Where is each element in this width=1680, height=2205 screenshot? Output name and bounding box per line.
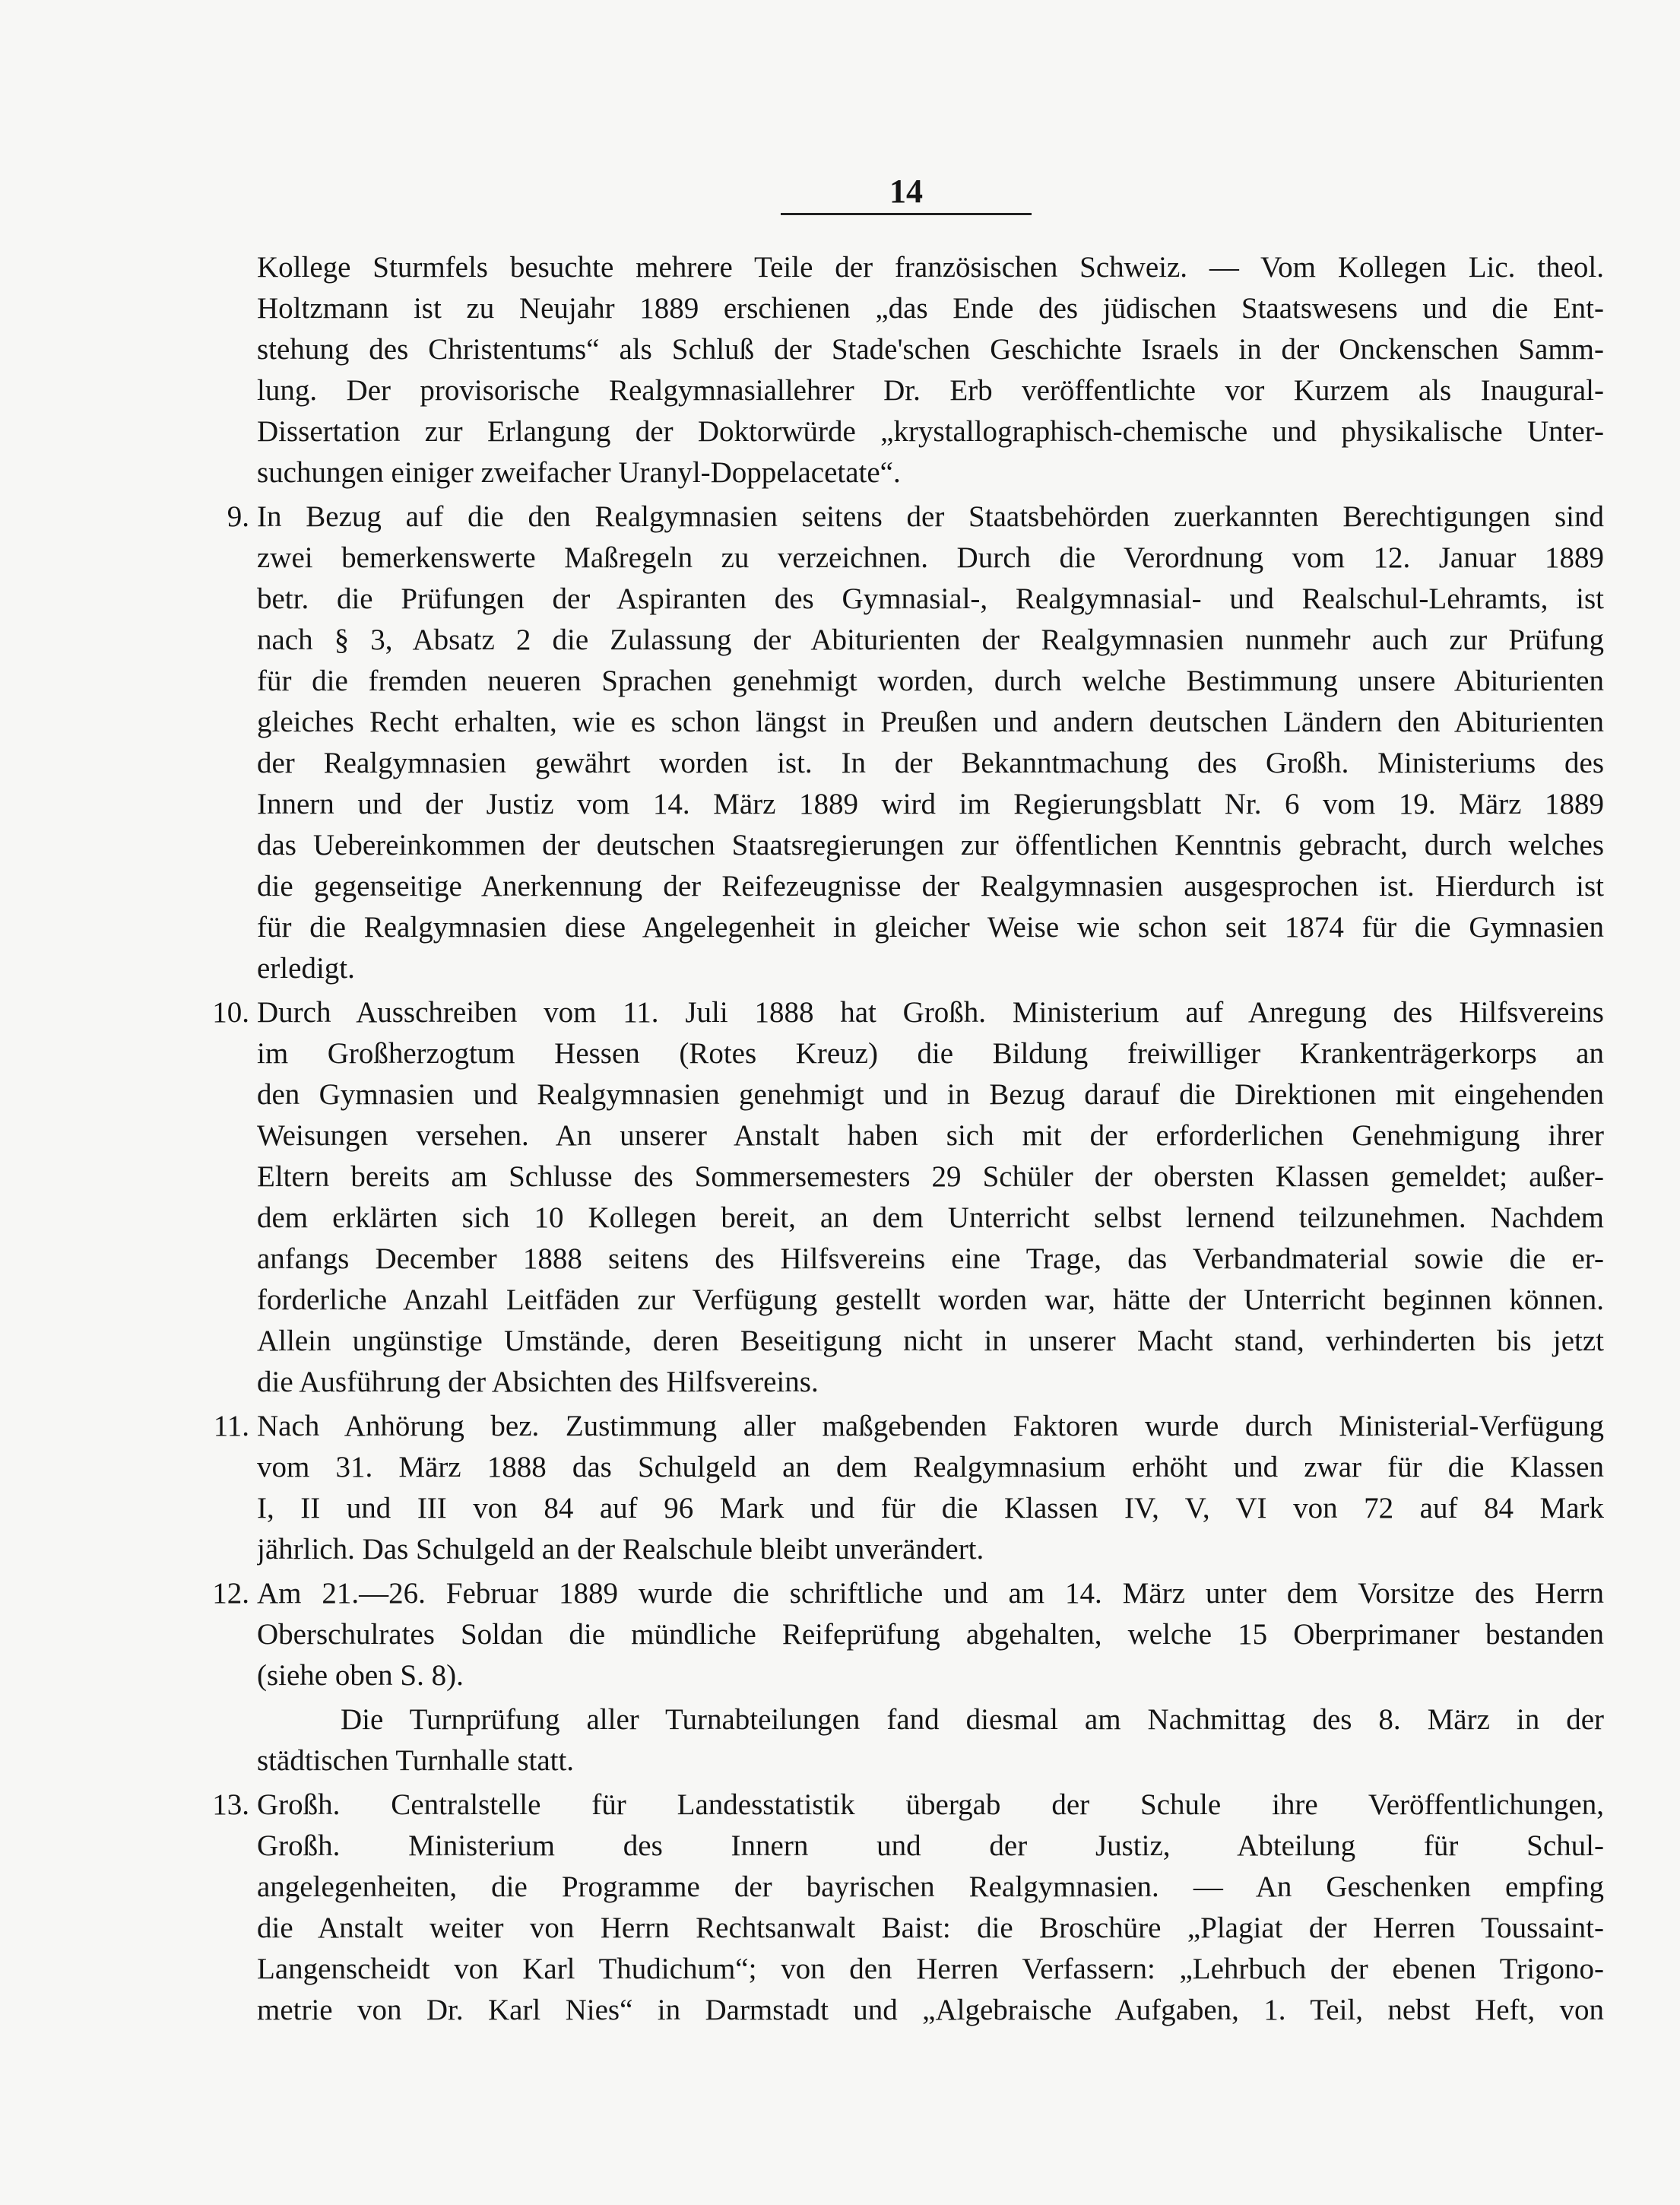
page-body <box>212 247 1604 2034</box>
numbered-paragraph <box>212 1785 1604 2031</box>
text-line: Durch Ausschreiben vom 11. Juli 1888 hat Großh. Ministerium auf Anregung des Hilfsvereins <box>257 996 1604 1029</box>
paragraph-number: 11. <box>213 1410 249 1442</box>
paragraph-number: 12. <box>212 1577 249 1610</box>
text-line: dem erklärten sich 10 Kollegen bereit, an dem Unterricht selbst lernend teilzunehmen. Nachdem <box>257 1201 1604 1234</box>
text-line: (siehe oben S. 8). <box>257 1659 464 1692</box>
text-line: betr. die Prüfungen der Aspiranten des Gymnasial-, Realgymnasial- und Realschul-Lehramts, ist <box>257 582 1604 615</box>
text-line: für die Realgymnasien diese Angelegenheit in gleicher Weise wie schon seit 1874 für die Gymnasien <box>257 911 1604 944</box>
text-line: angelegenheiten, die Programme der bayrischen Realgymnasien. — An Geschenken empfing <box>257 1870 1604 1903</box>
text-line: Weisungen versehen. An unserer Anstalt haben sich mit der erforderlichen Genehmigung ihrer <box>257 1119 1604 1152</box>
paragraph-number: 10. <box>212 996 249 1029</box>
text-line: Am 21.—26. Februar 1889 wurde die schriftliche und am 14. März unter dem Vorsitze des Herrn <box>257 1577 1604 1610</box>
text-line: Eltern bereits am Schlusse des Sommersemesters 29 Schüler der obersten Klassen gemeldet; außer- <box>257 1160 1604 1193</box>
text-line: Großh. Ministerium des Innern und der Justiz, Abteilung für Schul- <box>257 1829 1604 1862</box>
text-line: das Uebereinkommen der deutschen Staatsregierungen zur öffentlichen Kenntnis gebracht, durch welches <box>257 829 1604 861</box>
text-line: forderliche Anzahl Leitfäden zur Verfügung gestellt worden war, hätte der Unterricht beginnen können. <box>257 1283 1604 1316</box>
numbered-paragraph <box>213 1406 1604 1570</box>
header-rule <box>781 213 1032 215</box>
text-line: die gegenseitige Anerkennung der Reifezeugnisse der Realgymnasien ausgesprochen ist. Hierdurch ist <box>257 870 1604 903</box>
text-line: Nach Anhörung bez. Zustimmung aller maßgebenden Faktoren wurde durch Ministerial-Verfügung <box>257 1410 1604 1442</box>
page-number: 14 <box>889 173 923 210</box>
text-line: In Bezug auf die den Realgymnasien seitens der Staatsbehörden zuerkannten Berechtigungen sind <box>257 500 1604 533</box>
text-line: für die fremden neueren Sprachen genehmigt worden, durch welche Bestimmung unsere Abiturienten <box>257 665 1604 697</box>
text-line: Oberschulrates Soldan die mündliche Reifeprüfung abgehalten, welche 15 Oberprimaner bestanden <box>257 1618 1604 1651</box>
text-line: metrie von Dr. Karl Nies“ in Darmstadt und „Algebraische Aufgaben, 1. Teil, nebst Heft, von <box>257 1994 1604 2026</box>
text-line: Dissertation zur Erlangung der Doktorwürde „krystallographisch-chemische und physikalische Unter- <box>257 415 1604 448</box>
text-line: die Ausführung der Absichten des Hilfsvereins. <box>257 1366 819 1398</box>
text-line: jährlich. Das Schulgeld an der Realschule bleibt unverändert. <box>257 1533 984 1566</box>
paragraph <box>257 1699 1604 1781</box>
text-line: Allein ungünstige Umstände, deren Beseitigung nicht in unserer Macht stand, verhinderten bis jetzt <box>257 1325 1604 1357</box>
text-line: anfangs December 1888 seitens des Hilfsvereins eine Trage, das Verbandmaterial sowie die er- <box>257 1242 1604 1275</box>
text-line: I, II und III von 84 auf 96 Mark und für die Klassen IV, V, VI von 72 auf 84 Mark <box>257 1492 1604 1524</box>
paragraph-number: 9. <box>227 500 249 533</box>
paragraph <box>257 247 1604 493</box>
text-line: städtischen Turnhalle statt. <box>257 1744 575 1777</box>
text-line: vom 31. März 1888 das Schulgeld an dem Realgymnasium erhöht und zwar für die Klassen <box>257 1451 1604 1483</box>
text-line: Langenscheidt von Karl Thudichum“; von den Herren Verfassern: „Lehrbuch der ebenen Trigono- <box>257 1953 1604 1985</box>
text-line: Großh. Centralstelle für Landesstatistik übergab der Schule ihre Veröffentlichungen, <box>257 1788 1604 1821</box>
text-line: erledigt. <box>257 952 355 985</box>
text-line: der Realgymnasien gewährt worden ist. In der Bekanntmachung des Großh. Ministeriums des <box>257 747 1604 779</box>
text-line: die Anstalt weiter von Herrn Rechtsanwalt Baist: die Broschüre „Plagiat der Herren Toussaint- <box>257 1912 1604 1944</box>
numbered-paragraph <box>212 992 1604 1403</box>
text-line: nach § 3, Absatz 2 die Zulassung der Abiturienten der Realgymnasien nunmehr auch zur Prüfung <box>257 623 1604 656</box>
text-line: Holtzmann ist zu Neujahr 1889 erschienen „das Ende des jüdischen Staatswesens und die Ent- <box>257 292 1604 325</box>
text-line: den Gymnasien und Realgymnasien genehmigt und in Bezug darauf die Direktionen mit eingehenden <box>257 1078 1604 1111</box>
text-line: Innern und der Justiz vom 14. März 1889 wird im Regierungsblatt Nr. 6 vom 19. März 1889 <box>257 788 1604 820</box>
numbered-paragraph <box>212 1573 1604 1696</box>
text-line: im Großherzogtum Hessen (Rotes Kreuz) die Bildung freiwilliger Krankenträgerkorps an <box>257 1037 1604 1070</box>
text-line: lung. Der provisorische Realgymnasiallehrer Dr. Erb veröffentlichte vor Kurzem als Inaugural- <box>257 374 1604 407</box>
numbered-paragraph <box>227 497 1604 989</box>
text-line: Kollege Sturmfels besuchte mehrere Teile der französischen Schweiz. — Vom Kollegen Lic. theol. <box>257 251 1604 284</box>
text-line: Die Turnprüfung aller Turnabteilungen fand diesmal am Nachmittag des 8. März in der <box>341 1703 1604 1736</box>
text-line: suchungen einiger zweifacher Uranyl-Doppelacetate“. <box>257 456 901 489</box>
paragraph-number: 13. <box>212 1788 249 1821</box>
text-line: stehung des Christentums“ als Schluß der Stade'schen Geschichte Israels in der Onckenschen Samm- <box>257 333 1604 366</box>
text-line: zwei bemerkenswerte Maßregeln zu verzeichnen. Durch die Verordnung vom 12. Januar 1889 <box>257 541 1604 574</box>
text-line: gleiches Recht erhalten, wie es schon längst in Preußen und andern deutschen Ländern den Abiturienten <box>257 706 1604 738</box>
